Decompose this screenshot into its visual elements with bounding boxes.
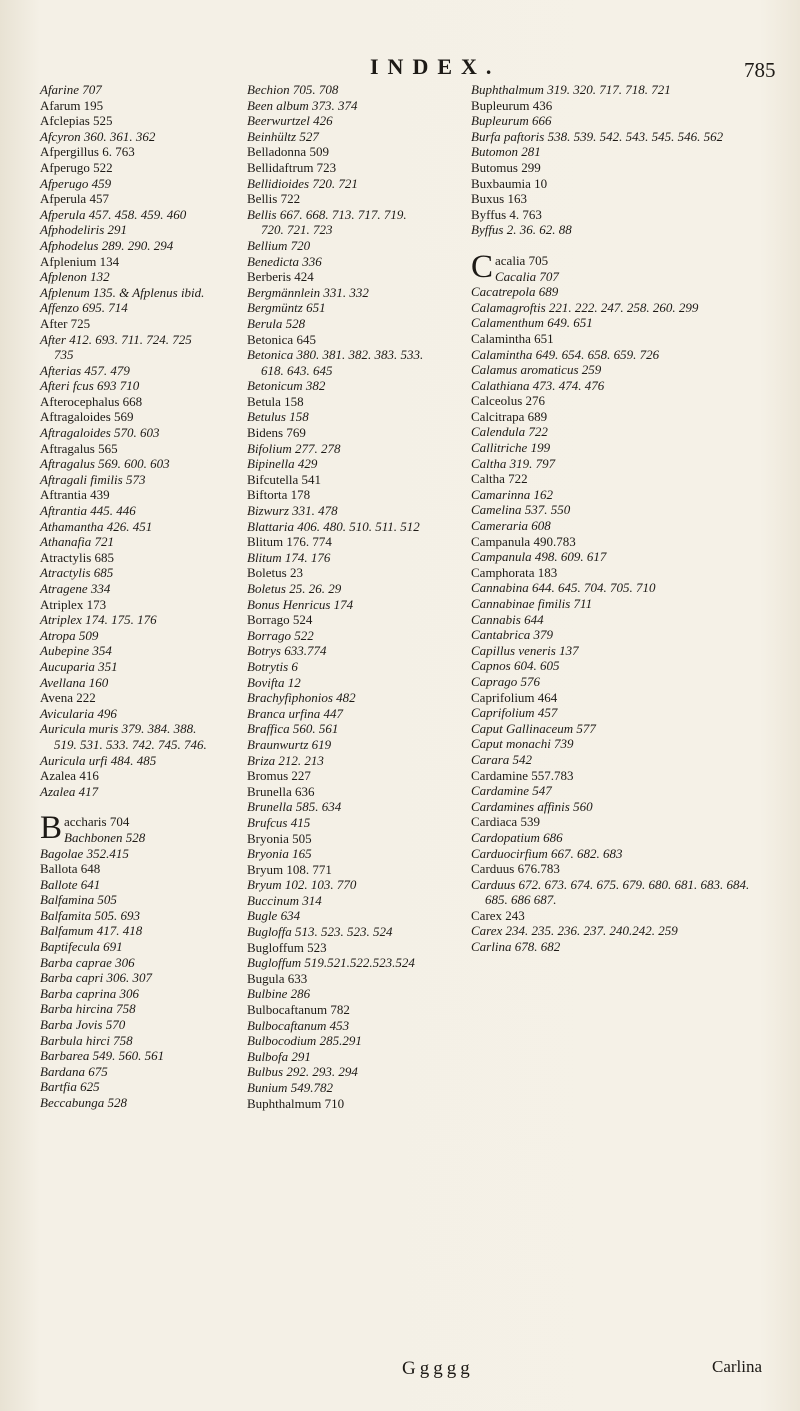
index-entry: Cannabinae fimilis 711 xyxy=(471,596,593,611)
index-entry: Burfa paftoris 538. 539. 542. 543. 545. 546. 562 xyxy=(471,128,724,144)
index-entry: Bryum 102. 103. 770 xyxy=(247,877,357,893)
index-entry: Bryonia 505 xyxy=(247,830,312,846)
index-entry: Cardamines affinis 560 xyxy=(471,798,593,814)
index-entry: Cacalia 707 xyxy=(495,268,559,284)
index-entry: Afteri fcus 693 710 xyxy=(40,378,140,394)
index-entry: Bonus Henricus 174 xyxy=(247,596,354,612)
index-entry: Brachyfiphonios 482 xyxy=(247,690,356,706)
index-entry: After 412. 693. 711. 724. 725 735 xyxy=(40,331,192,363)
index-entry: Bechion 705. 708 xyxy=(247,82,339,97)
index-entry: Benedicta 336 xyxy=(247,253,322,269)
index-entry: Camphorata 183 xyxy=(471,564,558,580)
index-entry: Calathiana 473. 474. 476 xyxy=(471,377,605,393)
index-entry: Boletus 25. 26. 29 xyxy=(247,581,342,596)
index-entry: Bardana 675 xyxy=(40,1063,108,1079)
index-entry: Afcyron 360. 361. 362 xyxy=(40,128,156,144)
index-entry: Bugloffa 513. 523. 523. 524 xyxy=(247,924,393,940)
index-entry: Beccabunga 528 xyxy=(40,1095,128,1110)
index-entry: Buxus 163 xyxy=(471,191,527,207)
index-entry: Blattaria 406. 480. 510. 511. 512 xyxy=(247,518,420,534)
index-entry: Beinhültz 527 xyxy=(247,128,319,144)
index-entry: Bulbocaftanum 782 xyxy=(247,1002,350,1018)
index-entry: Bifcutella 541 xyxy=(247,471,322,487)
index-entry: Carex 243 xyxy=(471,907,525,923)
index-entry: Been album 373. 374 xyxy=(247,97,358,113)
index-entry: Cannabina 644. 645. 704. 705. 710 xyxy=(471,580,656,596)
index-entry: Bipinella 429 xyxy=(247,456,318,472)
index-entry: Butomus 299 xyxy=(471,159,541,175)
index-entry: Aftragaloides 570. 603 xyxy=(40,425,160,441)
index-entry: Bulbus 292. 293. 294 xyxy=(247,1064,358,1080)
index-entry: After 725 xyxy=(40,315,91,331)
index-entry: Caput monachi 739 xyxy=(471,736,574,752)
index-entry: Braffica 560. 561 xyxy=(247,721,339,737)
index-entry: Cacatrepola 689 xyxy=(471,284,559,300)
index-entry: Bulbine 286 xyxy=(247,986,311,1002)
index-entry: Barba hircina 758 xyxy=(40,1001,136,1017)
index-entry: Byffus 2. 36. 62. 88 xyxy=(471,222,572,238)
index-entry: Bachbonen 528 xyxy=(64,829,146,845)
index-entry: Barba Jovis 570 xyxy=(40,1017,126,1033)
index-entry: Bergmüntz 651 xyxy=(247,300,326,316)
index-entry: Bartfia 625 xyxy=(40,1079,100,1095)
index-column-1 xyxy=(40,82,212,1111)
index-entry: Azalea 417 xyxy=(40,783,99,799)
index-column-2 xyxy=(247,82,427,1111)
index-entry: Auricula muris 379. 384. 388. 519. 531. 533. 742. 745. 746. xyxy=(40,721,207,752)
index-entry: Barba caprae 306 xyxy=(40,954,135,970)
index-entry: Aubepine 354 xyxy=(40,643,112,659)
index-entry: Borrago 522 xyxy=(247,627,314,643)
index-entry: Afperugo 522 xyxy=(40,159,113,175)
index-entry: Botrys 633.774 xyxy=(247,643,327,659)
index-entry: Botrytis 6 xyxy=(247,658,298,674)
index-entry: Bromus 227 xyxy=(247,768,311,784)
index-entry: Calamus aromaticus 259 xyxy=(471,362,602,378)
index-entry: Afperula 457. 458. 459. 460 xyxy=(40,206,187,222)
running-title: INDEX. xyxy=(370,54,501,79)
index-entry: Berula 528 xyxy=(247,315,306,331)
index-entry: Caltha 722 xyxy=(471,471,528,487)
index-entry: Cardamine 547 xyxy=(471,783,552,799)
index-entry: Ballote 641 xyxy=(40,876,101,892)
index-entry: Bugloffum 519.521.522.523.524 xyxy=(247,955,415,971)
index-entry: Atropa 509 xyxy=(40,627,99,643)
index-entry: Avellana 160 xyxy=(40,674,109,690)
index-entry: Atragene 334 xyxy=(40,581,111,596)
index-entry: Bidens 769 xyxy=(247,425,306,441)
index-entry: Betonica 645 xyxy=(247,331,316,347)
index-entry: Balfamum 417. 418 xyxy=(40,923,143,939)
index-entry: Afarine 707 xyxy=(40,82,102,97)
index-entry: Byffus 4. 763 xyxy=(471,206,542,222)
index-entry: Calamagroftis 221. 222. 247. 258. 260. 299 xyxy=(471,299,699,315)
index-entry: Camelina 537. 550 xyxy=(471,502,571,518)
index-entry: Cannabis 644 xyxy=(471,611,544,627)
index-entry: Barbarea 549. 560. 561 xyxy=(40,1048,165,1064)
index-entry: Barba caprina 306 xyxy=(40,985,139,1001)
index-entry: Bupleurum 436 xyxy=(471,97,553,113)
index-entry: Afperula 457 xyxy=(40,191,109,207)
index-entry: Balfamina 505 xyxy=(40,892,117,908)
index-entry: Buccinum 314 xyxy=(247,892,322,908)
index-entry: Cardopatium 686 xyxy=(471,829,563,845)
index-entry: Biftorta 178 xyxy=(247,487,311,503)
index-entry: Athamantha 426. 451 xyxy=(40,518,153,534)
index-entry: Afpergillus 6. 763 xyxy=(40,144,135,160)
index-entry: Atriplex 174. 175. 176 xyxy=(40,612,157,628)
index-entry: Carara 542 xyxy=(471,751,533,767)
index-entry: Barba capri 306. 307 xyxy=(40,970,152,986)
index-entry: Atractylis 685 xyxy=(40,565,114,581)
index-entry: Caput Gallinaceum 577 xyxy=(471,720,596,736)
index-entry: Capillus veneris 137 xyxy=(471,642,579,658)
index-entry: Afphodeliris 291 xyxy=(40,222,128,238)
index-entry: Afplenium 134 xyxy=(40,253,120,269)
index-entry: Bellis 722 xyxy=(247,191,301,207)
index-entry: Bulbocaftanum 453 xyxy=(247,1017,350,1033)
index-entry: Calcitrapa 689 xyxy=(471,408,548,424)
index-entry: Bellidioides 720. 721 xyxy=(247,175,358,191)
index-entry: Bizwurz 331. 478 xyxy=(247,503,338,519)
index-entry: Calendula 722 xyxy=(471,424,548,440)
index-entry: Cantabrica 379 xyxy=(471,627,553,643)
index-entry: Belladonna 509 xyxy=(247,144,329,160)
index-entry: Bellis 667. 668. 713. 717. 719. 720. 721. 723 xyxy=(247,206,407,238)
index-entry: Baptifecula 691 xyxy=(40,939,123,955)
index-entry: Cardamine 557.783 xyxy=(471,767,574,783)
index-entry: Aftrantia 439 xyxy=(40,487,110,503)
index-entry: Afarum 195 xyxy=(40,97,104,113)
index-entry: Capnos 604. 605 xyxy=(471,658,560,674)
index-entry: Carlina 678. 682 xyxy=(471,939,561,955)
index-entry: Brufcus 415 xyxy=(247,814,311,830)
index-entry: Calamenthum 649. 651 xyxy=(471,315,593,331)
index-entry: Carduus 672. 673. 674. 675. 679. 680. 681. 683. 684. 685. 686 687. xyxy=(471,876,750,908)
index-entry: Betula 158 xyxy=(247,393,304,409)
index-entry: Aftrantia 445. 446 xyxy=(40,503,136,519)
index-entry: Bugle 634 xyxy=(247,908,301,924)
index-entry: Bupleurum 666 xyxy=(471,113,552,129)
index-entry: Beerwurtzel 426 xyxy=(247,113,333,129)
index-entry: Carduocirfium 667. 682. 683 xyxy=(471,845,623,861)
index-entry: Buxbaumia 10 xyxy=(471,175,548,191)
entry-text: accharis 704 xyxy=(64,814,130,830)
entry-text: acalia 705 xyxy=(495,252,549,268)
index-entry: Bovifta 12 xyxy=(247,674,301,690)
index-entry: Carduus 676.783 xyxy=(471,861,560,877)
index-entry: Calceolus 276 xyxy=(471,393,546,409)
index-entry: Betonica 380. 381. 382. 383. 533. 618. 643. 645 xyxy=(247,347,424,378)
index-entry: Afplenum 135. & Afplenus ibid. xyxy=(40,284,205,300)
index-column-3 xyxy=(471,82,751,955)
index-entry: Carex 234. 235. 236. 237. 240.242. 259 xyxy=(471,923,678,939)
index-entry: Atractylis 685 xyxy=(40,549,115,565)
index-entry: Bulbocodium 285.291 xyxy=(247,1033,362,1049)
index-entry: Calamintha 649. 654. 658. 659. 726 xyxy=(471,346,660,362)
index-entry: Cardiaca 539 xyxy=(471,814,540,830)
index-entry: Bellidaftrum 723 xyxy=(247,159,337,175)
index-entry: Afterias 457. 479 xyxy=(40,362,130,378)
index-entry: Affenzo 695. 714 xyxy=(40,300,128,316)
index-entry: Afclepias 525 xyxy=(40,113,113,129)
index-entry: Callitriche 199 xyxy=(471,440,551,456)
index-entry: Brunella 636 xyxy=(247,783,315,799)
index-entry: Briza 212. 213 xyxy=(247,752,324,768)
index-entry: Azalea 416 xyxy=(40,768,99,784)
index-entry: Caprifolium 457 xyxy=(471,705,558,721)
index-entry: Aucuparia 351 xyxy=(40,658,118,674)
page-header xyxy=(0,54,800,84)
index-entry: Avena 222 xyxy=(40,690,96,706)
index-entry: Camarinna 162 xyxy=(471,486,553,502)
index-entry: Afplenon 132 xyxy=(40,269,110,285)
index-entry: Cameraria 608 xyxy=(471,518,551,534)
index-entry: Barbula hirci 758 xyxy=(40,1032,133,1048)
index-entry: Boletus 23 xyxy=(247,565,303,581)
index-entry: Bellium 720 xyxy=(247,237,311,253)
index-entry: Aftragalus 569. 600. 603 xyxy=(40,456,170,472)
index-entry: Bugula 633 xyxy=(247,970,308,986)
index-entry: Blitum 174. 176 xyxy=(247,549,331,565)
index-entry: Caltha 319. 797 xyxy=(471,455,556,471)
index-entry: Betulus 158 xyxy=(247,409,309,425)
page-number: 785 xyxy=(744,58,776,82)
index-entry: Aftragaloides 569 xyxy=(40,409,134,425)
drop-initial: C xyxy=(471,248,494,285)
drop-initial: B xyxy=(40,810,63,847)
signature-mark: Ggggg xyxy=(402,1358,474,1379)
catchword: Carlina xyxy=(712,1357,763,1376)
index-entry: Brunella 585. 634 xyxy=(247,799,342,815)
index-entry: Caprifolium 464 xyxy=(471,689,558,705)
index-entry: Berberis 424 xyxy=(247,269,314,285)
index-entry: Braunwurtz 619 xyxy=(247,736,332,752)
index-entry: Athanafia 721 xyxy=(40,534,115,550)
index-entry: Bunium 549.782 xyxy=(247,1080,333,1095)
index-entry: Balfamita 505. 693 xyxy=(40,907,141,923)
index-entry: Atriplex 173 xyxy=(40,596,107,612)
index-entry: Calamintha 651 xyxy=(471,330,554,346)
index-entry: Buphthalmum 710 xyxy=(247,1095,345,1111)
index-entry: Afphodelus 289. 290. 294 xyxy=(40,237,174,253)
index-entry: Bergmännlein 331. 332 xyxy=(247,284,369,300)
index-entry: Bryum 108. 771 xyxy=(247,861,332,877)
index-entry: Ballota 648 xyxy=(40,861,101,877)
index-entry: Campanula 498. 609. 617 xyxy=(471,549,607,565)
index-entry: Avicularia 496 xyxy=(40,705,117,721)
index-entry: Borrago 524 xyxy=(247,612,313,628)
index-entry: Afterocephalus 668 xyxy=(40,393,143,409)
index-entry: Bulbofa 291 xyxy=(247,1048,311,1064)
index-entry: Buphthalmum 319. 320. 717. 718. 721 xyxy=(471,82,671,97)
index-entry: Aftragali fimilis 573 xyxy=(40,471,146,487)
index-entry: Butomon 281 xyxy=(471,144,541,160)
index-entry: Bugloffum 523 xyxy=(247,939,327,955)
index-entry: Betonicum 382 xyxy=(247,378,326,394)
index-entry: Caprago 576 xyxy=(471,673,540,689)
index-entry: Campanula 490.783 xyxy=(471,533,576,549)
index-entry: Blitum 176. 774 xyxy=(247,534,332,550)
index-entry: Bryonia 165 xyxy=(247,846,312,862)
index-entry: Bagolae 352.415 xyxy=(40,845,129,861)
index-entry: Bifolium 277. 278 xyxy=(247,440,341,456)
index-entry: Afperugo 459 xyxy=(40,175,112,191)
index-entry: Auricula urfi 484. 485 xyxy=(40,752,157,768)
index-entry: Aftragalus 565 xyxy=(40,440,118,456)
index-entry: Branca urfina 447 xyxy=(247,705,344,721)
